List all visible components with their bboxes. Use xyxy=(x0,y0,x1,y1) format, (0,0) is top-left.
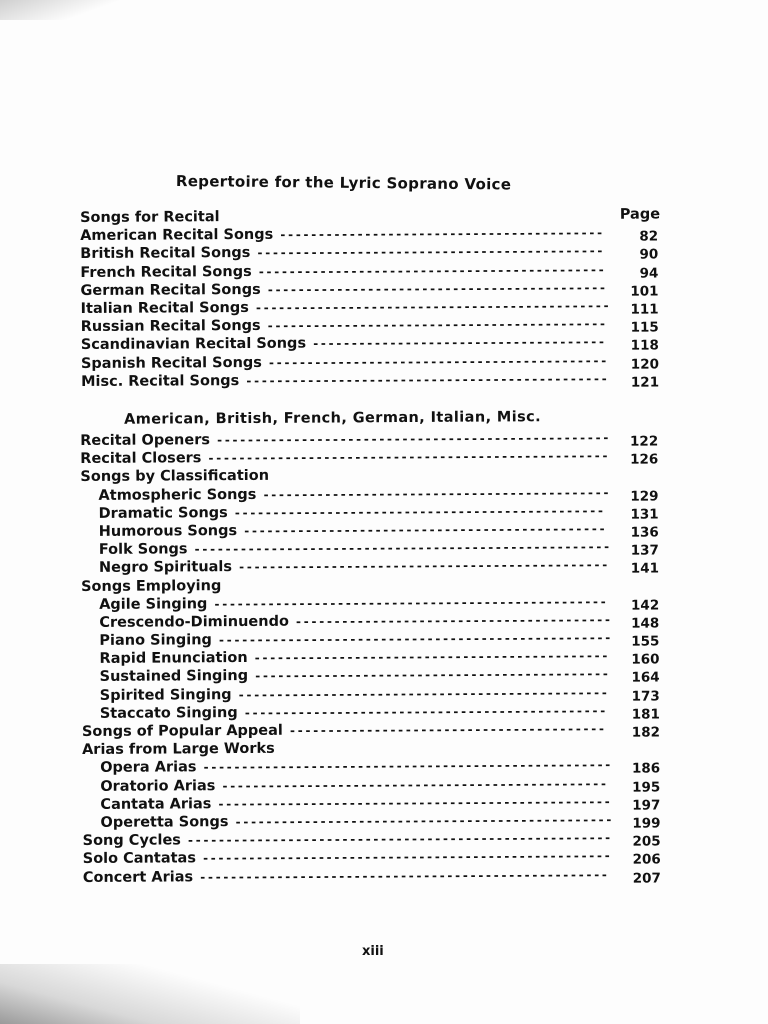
toc-entry-page: 186 xyxy=(631,760,661,778)
leader-dashes: ---------------------------------------------- xyxy=(254,298,611,315)
toc-entry-label: Solo Cantatas xyxy=(82,850,196,868)
toc-entry-page: 197 xyxy=(632,797,661,814)
toc-entry-label: Recital Closers xyxy=(80,450,202,468)
toc-entry-label: Song Cycles xyxy=(82,832,181,850)
toc-entry-label: Russian Recital Songs xyxy=(80,318,261,336)
toc-entry-label: Italian Recital Songs xyxy=(80,299,249,317)
toc-entry-page: 148 xyxy=(631,615,660,632)
toc-entry-page: 122 xyxy=(629,433,659,450)
toc-entry-label: Rapid Enunciation xyxy=(99,650,248,668)
categories-list xyxy=(80,428,673,886)
toc-entry-label: Spirited Singing xyxy=(99,686,232,704)
page-title: Repertoire for the Lyric Soprano Voice xyxy=(175,172,512,194)
toc-entry-page: 182 xyxy=(631,724,661,741)
toc-entry-label: French Recital Songs xyxy=(80,263,252,281)
toc-entry-page: 90 xyxy=(639,246,659,263)
toc-entry-label: Agile Singing xyxy=(99,595,208,613)
leader-dashes: --------------------------------------------------- xyxy=(215,430,610,448)
toc-entry-page: 82 xyxy=(639,228,659,245)
toc-entry-label: Songs by Classification xyxy=(80,468,270,486)
toc-entry-label: Atmospheric Songs xyxy=(98,486,257,504)
toc-entry-page: 207 xyxy=(632,869,661,887)
categories-section xyxy=(80,408,673,886)
toc-entry-page: 173 xyxy=(631,688,660,705)
leader-dashes: ---------------------------------------------- xyxy=(253,649,610,666)
toc-entry-page: 141 xyxy=(630,560,660,577)
toc-entry-page: 205 xyxy=(632,833,661,850)
toc-entry-page: 155 xyxy=(631,633,660,650)
toc-entry-label: Scandinavian Recital Songs xyxy=(80,335,307,354)
leader-dashes: ----------------------------------------------------- xyxy=(202,758,612,775)
toc-entry-label: Misc. Recital Songs xyxy=(81,372,240,390)
toc-entry-label: Crescendo-Diminuendo xyxy=(99,613,289,631)
toc-entry xyxy=(81,369,671,391)
toc-entry-label: Songs Employing xyxy=(81,577,222,595)
leader-dashes: --------------------------------------------- xyxy=(256,244,605,261)
toc-entry-label: Arias from Large Works xyxy=(82,741,275,759)
toc-entry-page: 164 xyxy=(631,669,660,687)
toc-entry-page: 160 xyxy=(631,651,660,668)
leader-dashes: --------------------------------------------------- xyxy=(217,630,612,648)
leader-dashes: -------------------------------------------------- xyxy=(221,776,608,793)
toc-entry-page: 206 xyxy=(632,851,661,868)
leader-dashes: --------------------------------------------- xyxy=(262,485,611,502)
toc-entry-page: 195 xyxy=(632,779,661,796)
leader-dashes: ------------------------------------------------ xyxy=(237,685,609,702)
leader-dashes: ------------------------------------------------------ xyxy=(193,539,611,557)
leader-dashes: -------------------------------------------- xyxy=(266,316,607,333)
page-number-footer: xiii xyxy=(362,944,384,959)
section-heading: Songs for Recital xyxy=(80,209,220,226)
toc-entry-label: Negro Spirituals xyxy=(98,559,233,577)
toc-entry-label: Oratorio Arias xyxy=(100,777,216,795)
leader-dashes: -------------------------------------- xyxy=(312,335,606,351)
page-shadow-bottom xyxy=(0,964,300,1024)
toc-entry-page: 137 xyxy=(630,542,659,559)
leader-dashes: ------------------------------------------------------- xyxy=(186,830,612,848)
leader-dashes: ----------------------------------------------------- xyxy=(199,867,609,884)
toc-entry-page: 101 xyxy=(630,283,659,300)
toc-entry-label: Concert Arias xyxy=(82,868,194,886)
leader-dashes: ----------------------------------------------------- xyxy=(201,849,612,866)
toc-entry-label: Sustained Singing xyxy=(99,668,249,686)
toc-entry-label: Songs of Popular Appeal xyxy=(81,722,283,740)
leader-dashes: ------------------------------------------------ xyxy=(233,503,605,520)
recital-songs-list xyxy=(80,224,671,391)
toc-entry-label: British Recital Songs xyxy=(80,245,251,263)
leader-dashes: ----------------------------------------------- xyxy=(245,371,609,388)
toc-entry-page: 181 xyxy=(631,706,660,723)
toc-entry-page: 121 xyxy=(630,374,660,391)
toc-entry-label: Piano Singing xyxy=(99,632,212,649)
toc-entry-label: Staccato Singing xyxy=(99,704,238,722)
toc-entry-label: Cantata Arias xyxy=(100,795,212,813)
leader-dashes: ------------------------------------------------- xyxy=(234,812,614,830)
toc-entry-page: 129 xyxy=(630,488,659,505)
leader-dashes: ----------------------------------------------- xyxy=(243,521,607,538)
section-subheading: American, British, French, German, Italian, Misc. xyxy=(123,409,542,428)
leader-dashes: -------------------------------------------- xyxy=(266,280,607,297)
leader-dashes: ------------------------------------------------ xyxy=(237,558,609,575)
toc-entry-label: German Recital Songs xyxy=(80,281,261,299)
toc-entry-label: Operetta Songs xyxy=(100,814,229,831)
toc-entry-page: 111 xyxy=(630,301,659,318)
toc-entry-page: 142 xyxy=(630,597,660,614)
toc-entry-page: 136 xyxy=(630,524,659,541)
leader-dashes: --------------------------------------------------- xyxy=(213,594,608,611)
recital-songs-section xyxy=(80,205,671,390)
toc-entry-label: Recital Openers xyxy=(80,432,211,449)
toc-entry-page: 94 xyxy=(639,265,659,282)
toc-entry-page: 118 xyxy=(630,337,659,354)
leader-dashes: ---------------------------------------------- xyxy=(254,667,610,684)
toc-entry-page: 131 xyxy=(630,506,659,523)
leader-dashes: -------------------------------------------- xyxy=(267,353,608,370)
leader-dashes: --------------------------------------------- xyxy=(257,262,606,279)
toc-entry-label: Folk Songs xyxy=(98,541,188,559)
leader-dashes: ----------------------------------------------- xyxy=(243,703,607,720)
toc-entry-label: American Recital Songs xyxy=(80,227,274,245)
page-shadow-top xyxy=(0,0,120,20)
toc-entry-label: Dramatic Songs xyxy=(98,504,228,522)
leader-dashes: --------------------------------------------------- xyxy=(217,794,612,811)
toc-entry-page: 120 xyxy=(630,355,660,373)
page-column-header: Page xyxy=(619,206,661,223)
toc-entry-page: 126 xyxy=(630,451,659,468)
toc-entry-label: Spanish Recital Songs xyxy=(80,354,262,372)
toc-entry-page: 115 xyxy=(630,319,659,336)
leader-dashes: ----------------------------------------- xyxy=(288,721,606,738)
toc-entry-label: Opera Arias xyxy=(100,759,197,777)
toc-entry-page: 199 xyxy=(632,815,661,832)
leader-dashes: ------------------------------------------ xyxy=(279,225,604,242)
leader-dashes: ---------------------------------------------------- xyxy=(207,448,610,466)
leader-dashes: ----------------------------------------- xyxy=(294,612,612,629)
toc-entry xyxy=(83,865,673,887)
toc-entry-label: Humorous Songs xyxy=(98,522,238,540)
